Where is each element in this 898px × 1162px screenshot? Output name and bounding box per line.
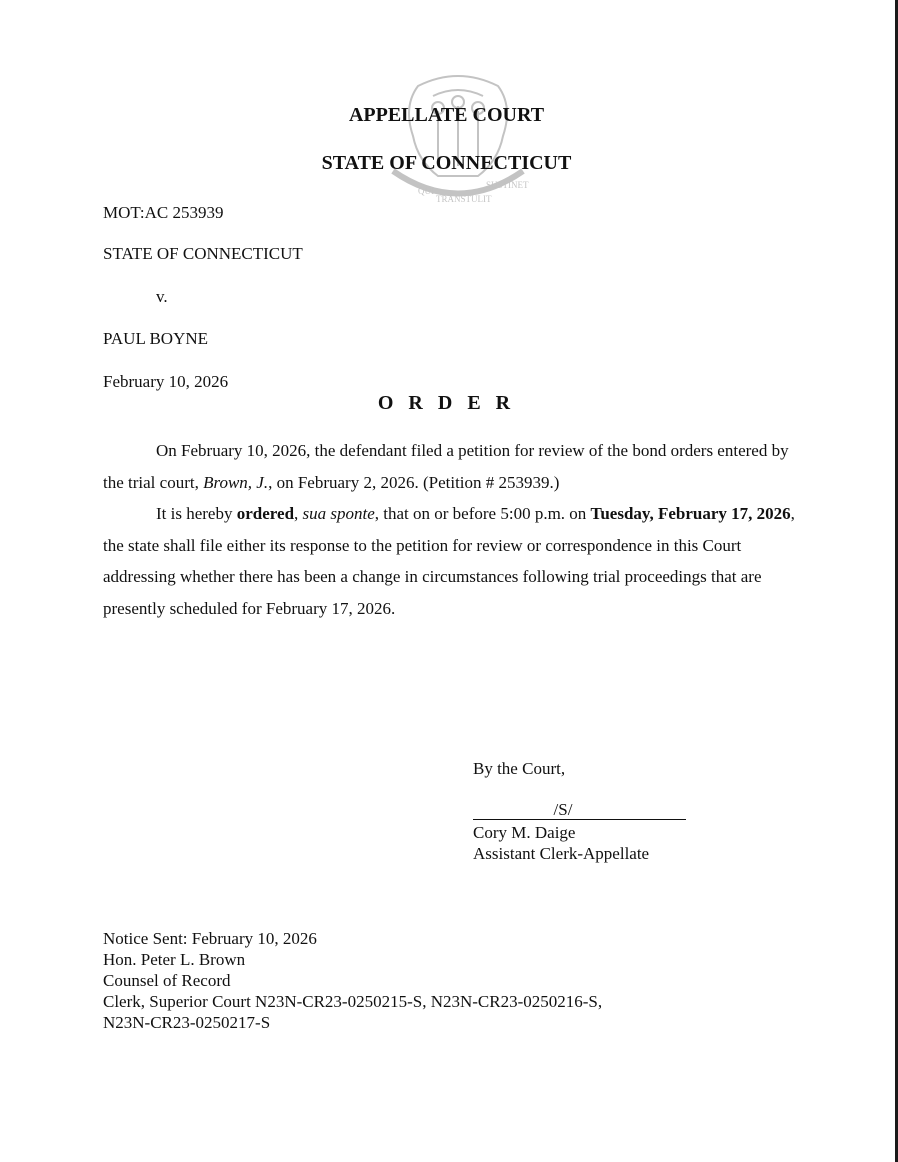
seal-text-right: SUSTINET — [486, 180, 529, 190]
notice-sent: Notice Sent: February 10, 2026 — [103, 929, 317, 948]
p2-ordered: ordered — [236, 504, 295, 523]
plaintiff-name: STATE OF CONNECTICUT — [103, 244, 303, 263]
p1-judge: Brown, J. — [203, 472, 269, 492]
paragraph-2 — [103, 498, 803, 624]
p2-deadline: Tuesday, February 17, 2026 — [590, 504, 791, 523]
signature-mark: /S/ — [553, 800, 573, 819]
p2-text2: , — [294, 504, 303, 523]
notice-counsel: Counsel of Record — [103, 971, 231, 990]
p1-text1: On February 10, 2026, the defendant filed a petition for review of the bond orders entered by the trial court, — [103, 441, 789, 492]
p2-text4: , the state shall file either its response to the petition for review or correspondence in this Court addressing whether there has been a change in circumstances following trial proceedings that are presently scheduled for February 17, 2026. — [103, 504, 795, 618]
clerk-title: Assistant Clerk-Appellate — [473, 844, 650, 863]
state-seal-icon — [378, 66, 538, 216]
notice-clerk: Clerk, Superior Court N23N-CR23-0250215-S, N23N-CR23-0250216-S, — [103, 992, 603, 1011]
docket-number: MOT:AC 253939 — [103, 203, 224, 222]
versus-label: v. — [156, 287, 168, 306]
by-the-court: By the Court, — [473, 759, 566, 778]
p2-text1: It is hereby — [156, 504, 237, 523]
p2-text3: , that on or before 5:00 p.m. on — [374, 504, 591, 523]
paragraph-1 — [103, 435, 803, 498]
p2-sua-sponte: sua sponte — [302, 504, 375, 523]
state-heading: STATE OF CONNECTICUT — [321, 152, 572, 174]
notice-judge: Hon. Peter L. Brown — [103, 950, 246, 969]
defendant-name: PAUL BOYNE — [103, 329, 209, 348]
order-body — [103, 435, 803, 624]
p1-text2: , on February 2, 2026. (Petition # 253939.) — [268, 472, 560, 492]
notice-block — [103, 928, 602, 1033]
court-heading: APPELLATE COURT — [348, 104, 545, 126]
clerk-name: Cory M. Daige — [473, 823, 576, 842]
notice-docket: N23N-CR23-0250217-S — [103, 1013, 271, 1032]
seal-text-top: QUI — [418, 186, 434, 196]
signature-line — [473, 818, 686, 820]
seal-text-mid: TRANSTULIT — [436, 194, 492, 204]
order-title: O R D E R — [377, 392, 516, 414]
caption-date: February 10, 2026 — [103, 372, 229, 391]
